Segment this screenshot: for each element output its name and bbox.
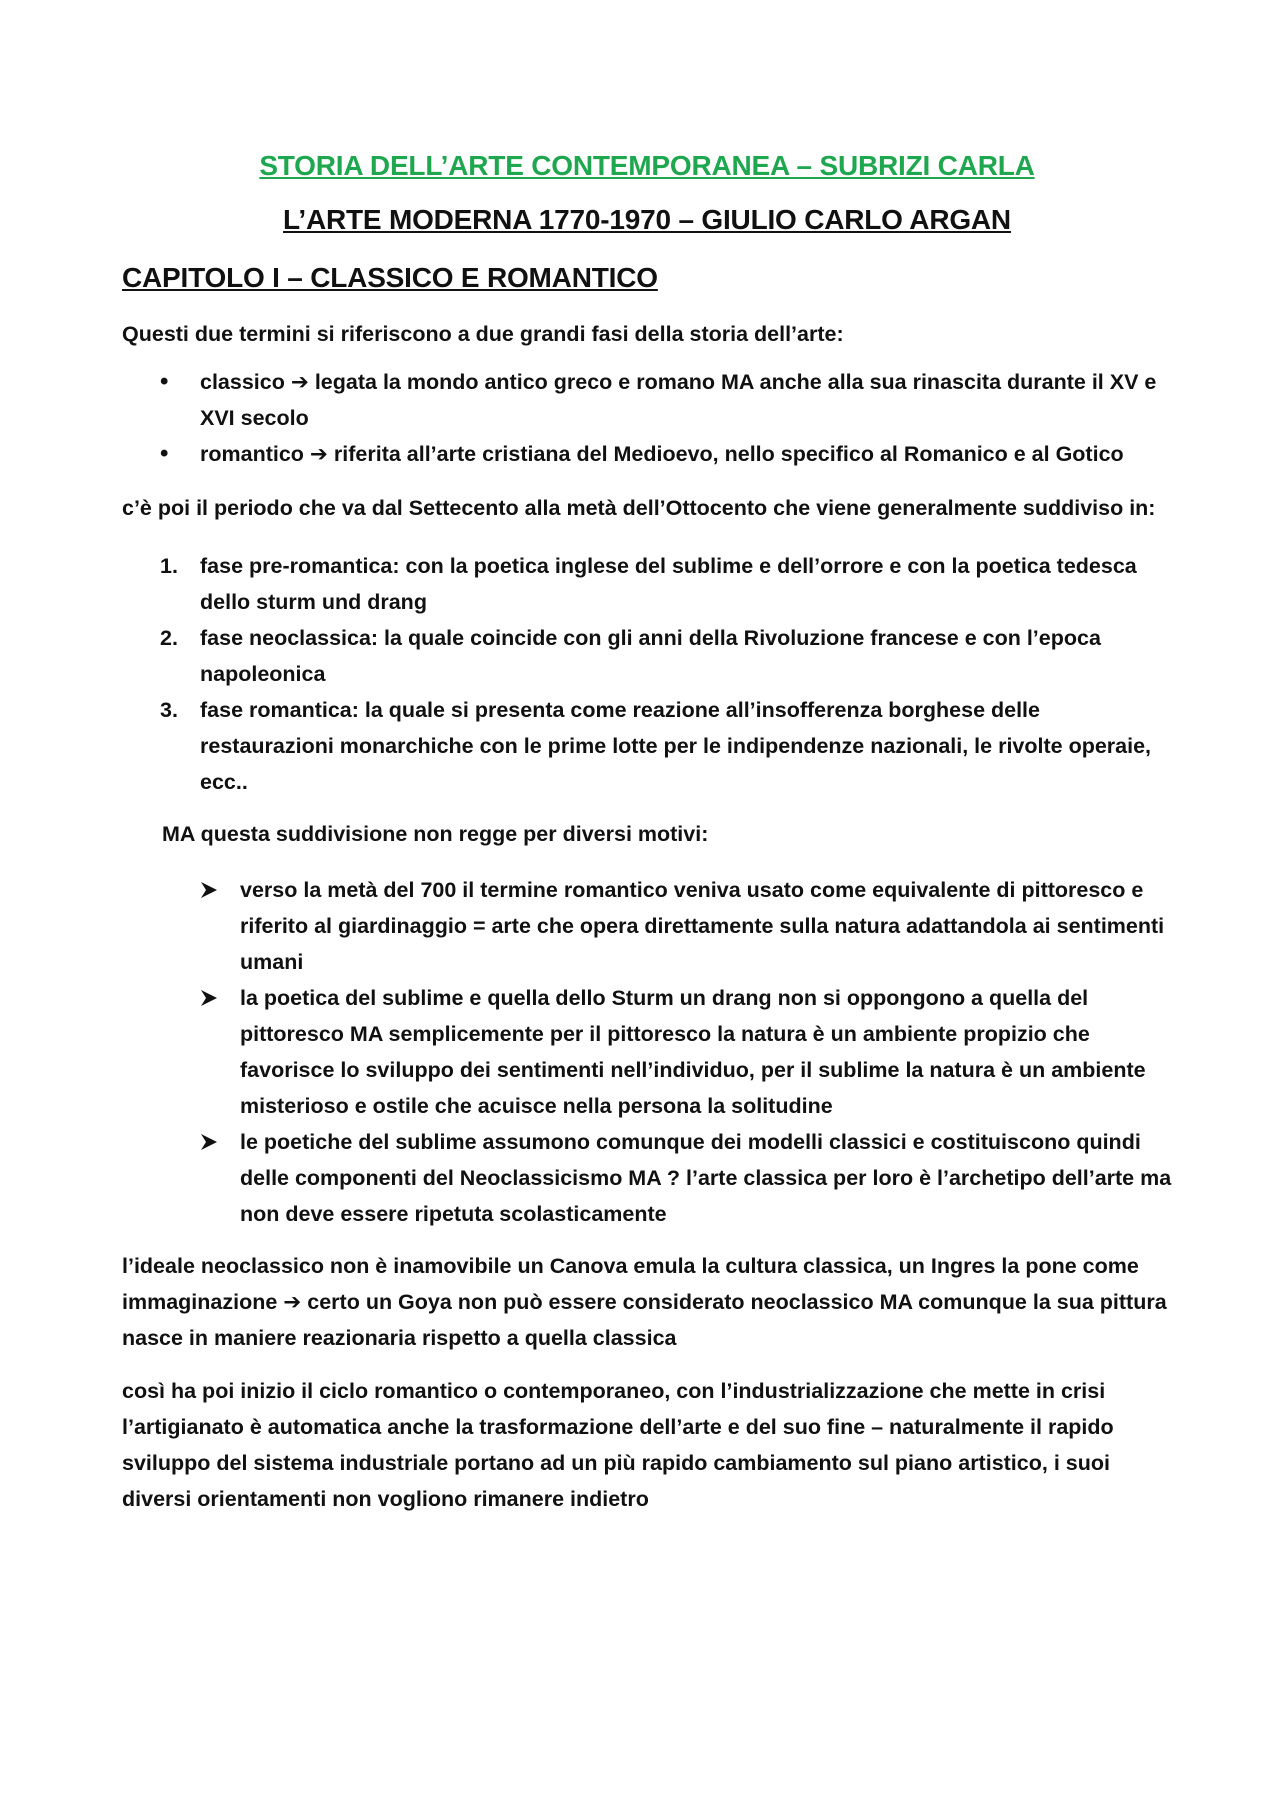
- item-number: 2.: [160, 626, 178, 650]
- arrowhead-bullet-icon: [200, 1133, 218, 1151]
- item-number: 1.: [160, 554, 178, 578]
- list-item: le poetiche del sublime assumono comunque dei modelli classici e costituiscono quindi delle componenti del Neoclassicismo MA ? l’arte classica per loro è l’archetipo dell’arte ma non deve essere ripetuta scolasticamente: [122, 1124, 1172, 1232]
- document-subtitle: L’ARTE MODERNA 1770-1970 – GIULIO CARLO ARGAN: [283, 204, 1011, 235]
- intro-paragraph: Questi due termini si riferiscono a due grandi fasi della storia dell’arte:: [122, 322, 844, 346]
- bullet-list: [122, 364, 1172, 472]
- chapter-heading: CAPITOLO I – CLASSICO E ROMANTICO: [122, 262, 658, 293]
- objection-paragraph: MA questa suddivisione non regge per diversi motivi:: [162, 822, 709, 846]
- phases-list: [122, 548, 1172, 800]
- neoclassic-paragraph: l’ideale neoclassico non è inamovibile un Canova emula la cultura classica, un Ingres la pone come immaginazione ➔ certo un Goya non può essere considerato neoclassico MA comunque la sua pittura nasce in maniere reazionaria rispetto a quella classica: [122, 1254, 1167, 1350]
- bullet-marker: •: [160, 368, 169, 395]
- arrowhead-bullet-icon: [200, 989, 218, 1007]
- list-item: verso la metà del 700 il termine romantico veniva usato come equivalente di pittoresco e riferito al giardinaggio = arte che opera direttamente sulla natura adattandola ai sentimenti umani: [122, 872, 1172, 980]
- bullet-marker: •: [160, 440, 169, 467]
- period-paragraph: c’è poi il periodo che va dal Settecento alla metà dell’Ottocento che viene generalmente suddiviso in:: [122, 496, 1156, 520]
- document-title: STORIA DELL’ARTE CONTEMPORANEA – SUBRIZI CARLA: [259, 150, 1035, 181]
- romantic-cycle-paragraph: così ha poi inizio il ciclo romantico o contemporaneo, con l’industrializzazione che mette in crisi l’artigianato è automatica anche la trasformazione dell’arte e del suo fine – naturalmente il rapido sviluppo del sistema industriale portano ad un più rapido cambiamento sul piano artistico, i suoi diversi orientamenti non vogliono rimanere indietro: [122, 1379, 1114, 1511]
- reasons-list: [122, 872, 1172, 1232]
- document-page: [122, 150, 1172, 1534]
- list-item: 2. fase neoclassica: la quale coincide con gli anni della Rivoluzione francese e con l’epoca napoleonica: [122, 620, 1172, 692]
- list-item: 1. fase pre-romantica: con la poetica inglese del sublime e dell’orrore e con la poetica tedesca dello sturm und drang: [122, 548, 1172, 620]
- item-number: 3.: [160, 698, 178, 722]
- arrowhead-bullet-icon: [200, 881, 218, 899]
- list-item: 3. fase romantica: la quale si presenta come reazione all’insofferenza borghese delle restaurazioni monarchiche con le prime lotte per le indipendenze nazionali, le rivolte operaie, ecc..: [122, 692, 1172, 800]
- list-item: • romantico ➔ riferita all’arte cristiana del Medioevo, nello specifico al Romanico e al Gotico: [122, 436, 1172, 472]
- list-item: • classico ➔ legata la mondo antico greco e romano MA anche alla sua rinascita durante il XV e XVI secolo: [122, 364, 1172, 436]
- list-item: la poetica del sublime e quella dello Sturm un drang non si oppongono a quella del pittoresco MA semplicemente per il pittoresco la natura è un ambiente propizio che favorisce lo sviluppo dei sentimenti nell’individuo, per il sublime la natura è un ambiente misterioso e ostile che acuisce nella persona la solitudine: [122, 980, 1172, 1124]
